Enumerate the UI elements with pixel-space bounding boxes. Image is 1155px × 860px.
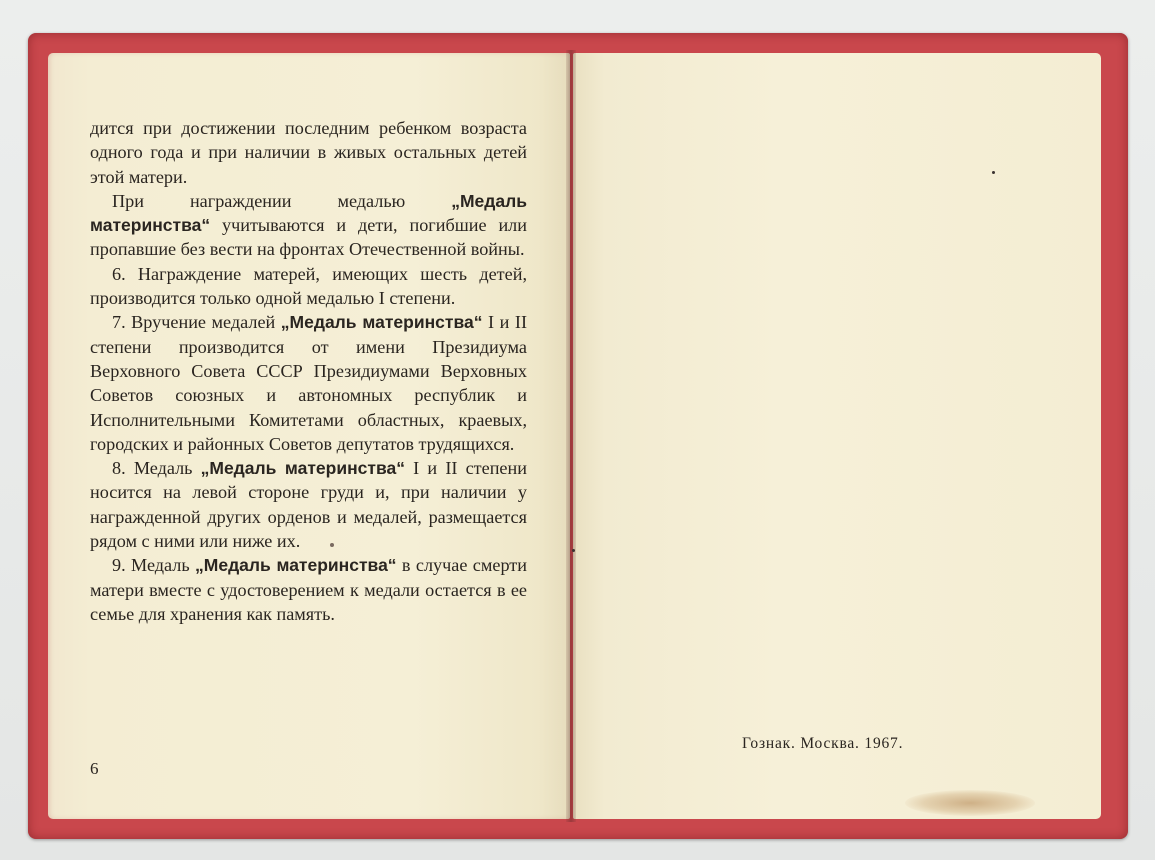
paragraph — [90, 310, 527, 456]
text-run: I и II степени производится от имени Президиума Верховного Совета СССР Президиумами Верховных Советов союзных и автономных республик и Исполнительными Комитетами областных, краевых, городских и районных Советов депутатов трудящихся. — [90, 312, 527, 454]
medal-name: „Медаль материнства“ — [280, 312, 483, 333]
paper-speck — [572, 549, 575, 552]
publisher-imprint: Гознак. Москва. 1967. — [742, 735, 904, 752]
right-page — [573, 53, 1101, 819]
paragraph — [90, 116, 527, 189]
text-run: 9. Медаль — [112, 555, 196, 576]
spine-gutter — [566, 50, 576, 822]
paragraph — [90, 553, 527, 626]
paper-stain — [905, 790, 1035, 816]
text-run: 7. Вручение медалей — [112, 312, 281, 333]
paragraph — [90, 262, 527, 311]
page-number: 6 — [90, 759, 99, 778]
medal-name: „Медаль материнства“ — [195, 555, 397, 576]
paragraph — [90, 189, 527, 262]
medal-name: „Медаль материнства“ — [90, 190, 527, 236]
paper-speck — [992, 171, 995, 174]
text-run: дится при достижении последним ребенком возраста одного года и при наличии в живых остальных детей этой матери. — [90, 118, 527, 187]
text-run: в случае смерти матери вместе с удостоверением к медали остается в ее семье для хранения как память. — [90, 555, 527, 624]
text-run: учитываются и дети, погибшие или пропавшие без вести на фронтах Отечественной войны. — [90, 215, 527, 260]
left-page-text — [90, 116, 527, 626]
paragraph — [90, 456, 527, 553]
text-run: 8. Медаль — [112, 458, 201, 479]
text-run: 6. Награждение матерей, имеющих шесть детей, производится только одной медалью I степени. — [90, 263, 527, 309]
text-run: При награждении медалью — [112, 190, 452, 211]
text-run: I и II степени носится на левой стороне груди и, при наличии у награжденной других орденов и медалей, размещается рядом с ними или ниже их. — [90, 458, 527, 552]
medal-name: „Медаль материнства“ — [200, 458, 405, 479]
